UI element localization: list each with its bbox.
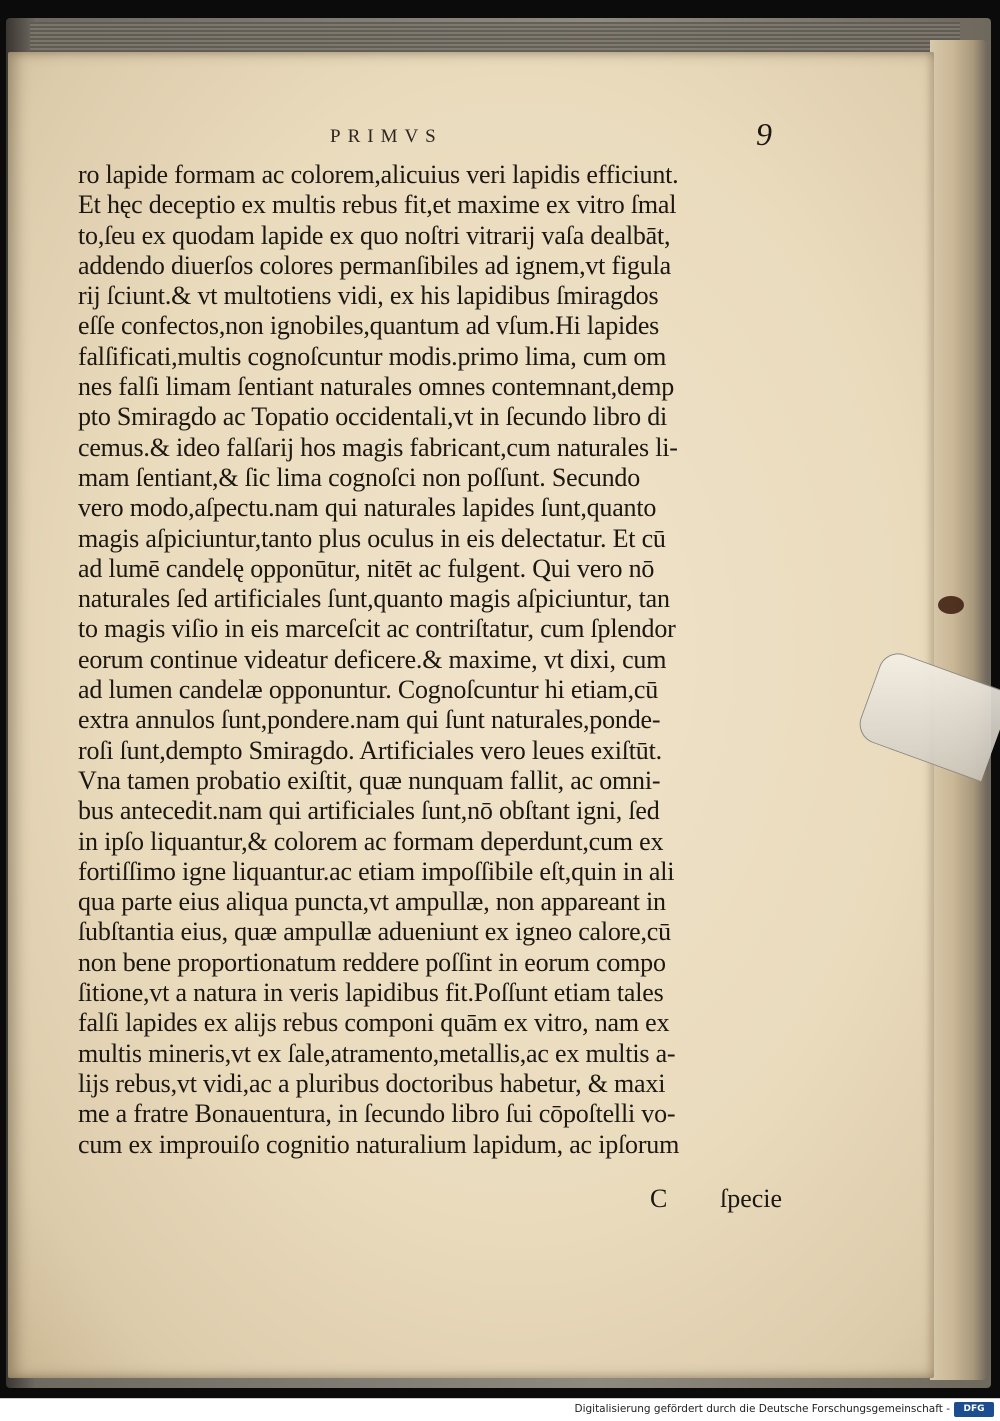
page-number: 9 xyxy=(756,116,772,152)
text-line: ad lumen candelæ opponuntur. Cognoſcuntur hi etiam,cū xyxy=(78,675,659,705)
text-line: vero modo,aſpectu.nam qui naturales lapides ſunt,quanto xyxy=(78,493,657,523)
text-line: qua parte eius aliqua puncta,vt ampullæ, non appareant in xyxy=(78,887,666,917)
text-line: eſſe confectos,non ignobiles,quantum ad vſum.Hi lapides xyxy=(78,311,660,341)
text-line: fortiſſimo igne liquantur.ac etiam impoſſibile eſt,quin in ali xyxy=(78,856,675,886)
running-head: PRIMVS xyxy=(330,126,443,147)
text-line: non bene proportionatum reddere poſſint in eorum compo xyxy=(78,947,666,977)
text-line: ad lumē candelę opponūtur, nitēt ac fulgent. Qui vero nō xyxy=(78,553,655,583)
text-line: in ipſo liquantur,& colorem ac formam deperdunt,cum ex xyxy=(78,826,664,856)
text-line: falſi lapides ex alijs rebus componi quām ex vitro, nam ex xyxy=(78,1008,670,1038)
text-line: multis mineris,vt ex ſale,atramento,metallis,ac ex multis a- xyxy=(78,1038,676,1068)
footer-credit: Digitalisierung gefördert durch die Deutsche Forschungsgemeinschaft - xyxy=(574,1403,950,1415)
catchword: ſpecie xyxy=(720,1184,783,1213)
signature-mark: C xyxy=(650,1184,668,1213)
text-line: ſubſtantia eius, quæ ampullæ adueniunt ex igneo calore,cū xyxy=(78,917,671,947)
text-line: nes falſi limam ſentiant naturales omnes contemnant,demp xyxy=(78,372,675,402)
text-line: magis aſpiciuntur,tanto plus oculus in eis delectatur. Et cū xyxy=(78,523,666,553)
text-line: me a fratre Bonauentura, in ſecundo libro ſui cōpoſtelli vo- xyxy=(78,1099,676,1129)
text-line: bus antecedit.nam qui artificiales ſunt,nō obſtant igni, ſed xyxy=(78,796,660,826)
text-line: naturales ſed artificiales ſunt,quanto magis aſpiciuntur, tan xyxy=(78,584,670,614)
text-line: ro lapide formam ac colorem,alicuius veri lapidis efficiunt. xyxy=(78,160,679,189)
text-line: rij ſciunt.& vt multotiens vidi, ex his lapidibus ſmiragdos xyxy=(78,281,659,311)
text-line: cemus.& ideo falſarij hos magis fabricant,cum naturales li- xyxy=(78,432,678,462)
text-line: lijs rebus,vt vidi,ac a pluribus doctoribus habetur, & maxi xyxy=(78,1068,666,1098)
text-block xyxy=(78,160,798,1160)
text-line: pto Smiragdo ac Topatio occidentali,vt in ſecundo libro di xyxy=(78,402,668,432)
text-line: mam ſentiant,& ſic lima cognoſci non poſſunt. Secundo xyxy=(78,462,641,492)
text-line: extra annulos ſunt,pondere.nam qui ſunt naturales,ponde- xyxy=(78,705,661,735)
text-line: eorum continue videatur deficere.& maxime, vt dixi, cum xyxy=(78,644,667,674)
dfg-logo: DFG xyxy=(954,1402,994,1417)
text-line: falſificati,multis cognoſcuntur modis.primo lima, cum om xyxy=(78,341,667,371)
text-line: Vna tamen probatio exiſtit, quæ nunquam fallit, ac omni- xyxy=(78,765,661,795)
text-line: cum ex improuiſo cognitio naturalium lapidum, ac ipſorum xyxy=(78,1129,680,1159)
text-line: ſitione,vt a natura in veris lapidibus fit.Poſſunt etiam tales xyxy=(78,978,664,1008)
text-line: roſi ſunt,dempto Smiragdo. Artificiales vero leues exiſtūt. xyxy=(78,735,662,765)
text-line: addendo diuerſos colores permanſibiles ad ignem,vt figula xyxy=(78,250,671,280)
text-line: to magis viſio in eis marceſcit ac contriſtatur, cum ſplendor xyxy=(78,614,676,644)
text-line: Et hęc deceptio ex multis rebus fit,et maxime ex vitro ſmal xyxy=(78,190,677,220)
ink-stain xyxy=(938,596,964,614)
footer-bar xyxy=(0,1398,1000,1421)
text-line: to,ſeu ex quodam lapide ex quo noſtri vitrarij vaſa dealbāt, xyxy=(78,220,671,250)
